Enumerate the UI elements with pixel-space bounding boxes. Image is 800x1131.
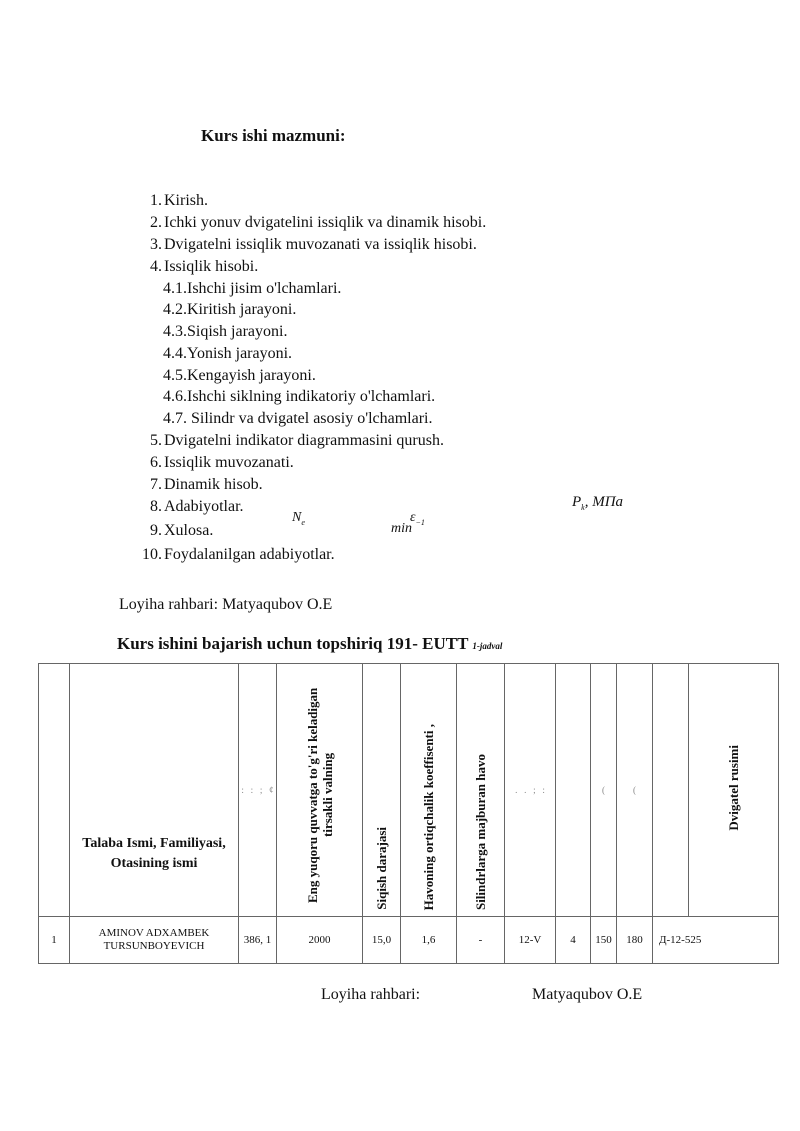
toc-item-text: 4.6.Ishchi siklning indikatoriy o'lchamlari. bbox=[163, 388, 436, 405]
toc-item bbox=[135, 498, 244, 516]
toc-item-text: 4.3.Siqish jarayoni. bbox=[163, 323, 288, 340]
pk-symbol: $P_k$, МПа bbox=[572, 494, 624, 512]
epsilon-symbol: $\varepsilon_{-1}$ bbox=[410, 510, 425, 527]
toc-item-text: Xulosa. bbox=[164, 522, 214, 539]
toc-item bbox=[163, 388, 435, 406]
toc-item bbox=[135, 192, 208, 210]
toc-item bbox=[163, 345, 292, 363]
toc-item bbox=[163, 323, 287, 341]
header-d: ( bbox=[617, 664, 653, 917]
toc-item-text: 4.1.Ishchi jisim o'lchamlari. bbox=[163, 280, 342, 297]
cell-stroke: 150 bbox=[591, 917, 617, 964]
toc-item-number: 1. bbox=[150, 192, 162, 209]
toc-item-number: 9. bbox=[150, 522, 162, 539]
header-layout: . . ; : bbox=[505, 664, 556, 917]
cell-tau: 4 bbox=[556, 917, 591, 964]
toc-item-text: Issiqlik hisobi. bbox=[164, 258, 259, 275]
header-forced-air: Silindrlarga majburan havo bbox=[457, 664, 505, 917]
header-number bbox=[39, 664, 70, 917]
toc-item-number: 7. bbox=[150, 476, 162, 493]
ne-symbol: $N_e$ bbox=[292, 510, 305, 527]
header-ne: : : ; ¢ bbox=[239, 664, 277, 917]
toc-item bbox=[135, 214, 486, 232]
toc-item-number: 8. bbox=[150, 498, 162, 515]
table-header-row bbox=[39, 664, 779, 917]
toc-item bbox=[135, 236, 477, 254]
cell-ne: 386, 1 bbox=[239, 917, 277, 964]
cell-compression: 15,0 bbox=[363, 917, 401, 964]
supervisor-bottom-label: Loyiha rahbari: bbox=[321, 986, 421, 1003]
assignment-table bbox=[38, 663, 779, 964]
toc-item-number: 2. bbox=[150, 214, 162, 231]
toc-item-text: 4.2.Kiritish jarayoni. bbox=[163, 301, 297, 318]
min-symbol: min bbox=[391, 521, 412, 536]
header-excess-air: Havoning ortiqchalik koeffisenti , bbox=[401, 664, 457, 917]
cell-number: 1 bbox=[39, 917, 70, 964]
supervisor-top: Loyiha rahbari: Matyaqubov O.E bbox=[119, 596, 333, 613]
toc-item-number: 10. bbox=[142, 546, 162, 563]
toc-item-text: Dvigatelni indikator diagrammasini qurush. bbox=[164, 432, 444, 449]
toc-item bbox=[135, 432, 444, 450]
cell-bore: 180 bbox=[617, 917, 653, 964]
toc-item-text: Adabiyotlar. bbox=[164, 498, 244, 515]
header-fio: Talaba Ismi, Familiyasi, Otasining ismi bbox=[70, 664, 239, 917]
toc-item bbox=[163, 301, 296, 319]
task-title: Kurs ishini bajarish uchun topshiriq 191- EUTT 1-jadval bbox=[117, 634, 503, 653]
toc-item-number: 6. bbox=[150, 454, 162, 471]
header-power: Eng yuqoru quvvatga to'g'ri keladigan tirsakli valning bbox=[277, 664, 363, 917]
toc-item bbox=[163, 367, 316, 385]
toc-item bbox=[163, 280, 341, 298]
table-label: 1-jadval bbox=[472, 641, 503, 651]
toc-item-number: 4. bbox=[150, 258, 162, 275]
toc-item-number: 5. bbox=[150, 432, 162, 449]
header-s: ( bbox=[591, 664, 617, 917]
cell-excess-air: 1,6 bbox=[401, 917, 457, 964]
toc-item-text: Kirish. bbox=[164, 192, 208, 209]
cell-rpm: 2000 bbox=[277, 917, 363, 964]
supervisor-bottom-name: Matyaqubov O.E bbox=[532, 986, 643, 1003]
header-spare bbox=[653, 664, 689, 917]
toc-item bbox=[163, 410, 433, 428]
toc-item-text: Dinamik hisob. bbox=[164, 476, 263, 493]
cell-boost: - bbox=[457, 917, 505, 964]
table-row bbox=[39, 917, 779, 964]
toc-item bbox=[135, 522, 213, 540]
toc-item-text: Issiqlik muvozanati. bbox=[164, 454, 294, 471]
toc-item bbox=[135, 546, 335, 564]
header-drawing: Dvigatel rusimi bbox=[689, 664, 779, 917]
toc-item bbox=[135, 258, 258, 276]
toc-item-text: Ichki yonuv dvigatelini issiqlik va dinamik hisobi. bbox=[164, 214, 487, 231]
header-compression: Siqish darajasi bbox=[363, 664, 401, 917]
toc-item-text: Dvigatelni issiqlik muvozanati va issiqlik hisobi. bbox=[164, 236, 477, 253]
toc-item-number: 3. bbox=[150, 236, 162, 253]
contents-heading: Kurs ishi mazmuni: bbox=[201, 126, 346, 145]
toc-item-text: 4.7. Silindr va dvigatel asosiy o'lchamlari. bbox=[163, 410, 433, 427]
toc-item bbox=[135, 454, 294, 472]
toc-item-text: Foydalanilgan adabiyotlar. bbox=[164, 546, 335, 563]
cell-name: AMINOV ADXAMBEK TURSUNBOYEVICH bbox=[70, 917, 239, 964]
toc-item-text: 4.4.Yonish jarayoni. bbox=[163, 345, 293, 362]
cell-layout: 12-V bbox=[505, 917, 556, 964]
toc-item-text: 4.5.Kengayish jarayoni. bbox=[163, 367, 316, 384]
toc-item bbox=[135, 476, 263, 494]
header-tau bbox=[556, 664, 591, 917]
cell-engine: Д-12-525 bbox=[653, 917, 779, 964]
